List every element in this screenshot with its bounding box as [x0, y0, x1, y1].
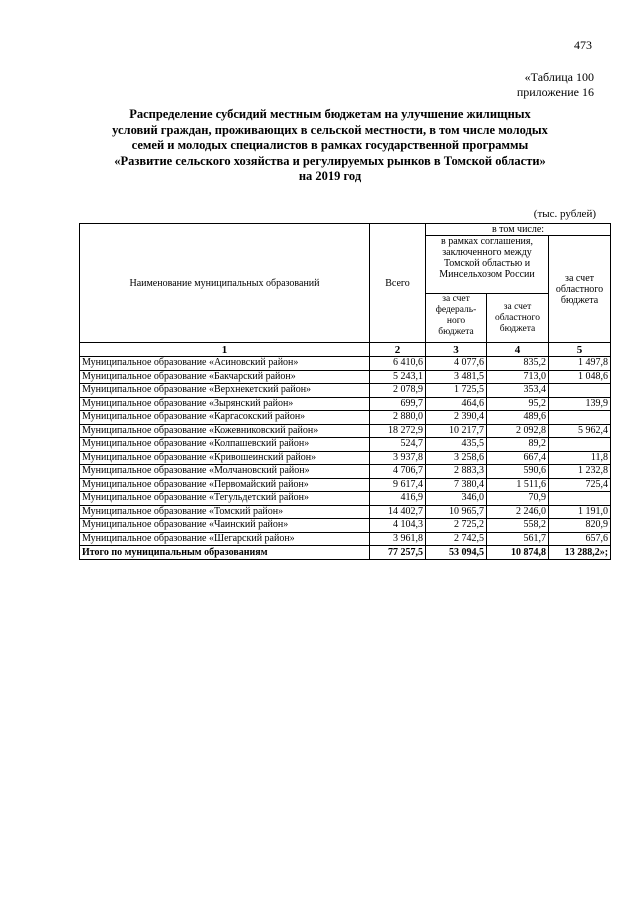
municipality-name: Муниципальное образование «Зырянский район» — [80, 397, 370, 411]
regional-cell — [549, 492, 611, 506]
federal-cell: 2 725,2 — [426, 519, 487, 533]
municipality-name: Муниципальное образование «Тегульдетский район» — [80, 492, 370, 506]
regional-cell: 820,9 — [549, 519, 611, 533]
federal-cell: 3 258,6 — [426, 451, 487, 465]
regional-agreement-cell: 667,4 — [487, 451, 549, 465]
total-regional-agreement-cell: 10 874,8 — [487, 546, 549, 560]
title-line: условий граждан, проживающих в сельской местности, в том числе молодых — [112, 122, 548, 137]
header-name: Наименование муниципальных образований — [80, 224, 370, 343]
title-line: семей и молодых специалистов в рамках государственной программы — [131, 138, 529, 152]
page-number: 473 — [574, 38, 592, 52]
header-regional-agreement: за счет областного бюджета — [487, 294, 549, 343]
federal-cell: 2 390,4 — [426, 411, 487, 425]
column-number: 1 — [80, 343, 370, 357]
municipality-name: Муниципальное образование «Кривошеинский район» — [80, 451, 370, 465]
total-cell: 4 104,3 — [370, 519, 426, 533]
municipality-name: Муниципальное образование «Томский район» — [80, 505, 370, 519]
regional-agreement-cell: 1 511,6 — [487, 478, 549, 492]
regional-agreement-cell: 558,2 — [487, 519, 549, 533]
municipality-name: Муниципальное образование «Бакчарский район» — [80, 370, 370, 384]
table-row — [80, 505, 611, 519]
table-row — [80, 384, 611, 398]
table-row — [80, 478, 611, 492]
federal-cell: 464,6 — [426, 397, 487, 411]
regional-agreement-cell: 2 246,0 — [487, 505, 549, 519]
total-cell: 9 617,4 — [370, 478, 426, 492]
table-row — [80, 519, 611, 533]
regional-agreement-cell: 713,0 — [487, 370, 549, 384]
table-row — [80, 465, 611, 479]
federal-cell: 7 380,4 — [426, 478, 487, 492]
total-regional-cell: 13 288,2»; — [549, 546, 611, 560]
total-cell: 524,7 — [370, 438, 426, 452]
title-line: на 2019 год — [298, 169, 362, 183]
regional-agreement-cell: 89,2 — [487, 438, 549, 452]
column-number: 3 — [426, 343, 487, 357]
regional-agreement-cell: 835,2 — [487, 357, 549, 371]
federal-cell: 4 077,6 — [426, 357, 487, 371]
table-row — [80, 451, 611, 465]
document-title — [70, 107, 590, 185]
regional-cell: 657,6 — [549, 532, 611, 546]
appendix-reference — [517, 70, 594, 100]
title-line: Распределение субсидий местным бюджетам на улучшение жилищных — [129, 107, 531, 121]
regional-cell: 1 232,8 — [549, 465, 611, 479]
regional-agreement-cell: 590,6 — [487, 465, 549, 479]
regional-agreement-cell: 353,4 — [487, 384, 549, 398]
federal-cell: 346,0 — [426, 492, 487, 506]
municipality-name: Муниципальное образование «Молчановский район» — [80, 465, 370, 479]
regional-agreement-cell: 489,6 — [487, 411, 549, 425]
municipality-name: Муниципальное образование «Первомайский район» — [80, 478, 370, 492]
regional-cell — [549, 384, 611, 398]
header-federal: за счет федераль-ного бюджета — [426, 294, 487, 343]
total-cell: 699,7 — [370, 397, 426, 411]
table-reference: «Таблица 100 — [524, 70, 594, 84]
title-line: «Развитие сельского хозяйства и регулируемых рынков в Томской области» — [114, 153, 546, 168]
total-cell: 6 410,6 — [370, 357, 426, 371]
table-row — [80, 357, 611, 371]
federal-cell: 10 217,7 — [426, 424, 487, 438]
table-row — [80, 532, 611, 546]
total-cell: 5 243,1 — [370, 370, 426, 384]
regional-agreement-cell: 70,9 — [487, 492, 549, 506]
federal-cell: 1 725,5 — [426, 384, 487, 398]
header-including: в том числе: — [426, 224, 611, 236]
total-label: Итого по муниципальным образованиям — [80, 546, 370, 560]
total-cell: 416,9 — [370, 492, 426, 506]
header-regional: за счет областного бюджета — [549, 236, 611, 343]
column-numbers-row — [80, 343, 611, 357]
header-total: Всего — [370, 224, 426, 343]
table-body — [80, 357, 611, 546]
municipality-name: Муниципальное образование «Асиновский район» — [80, 357, 370, 371]
table-row — [80, 397, 611, 411]
total-cell: 3 937,8 — [370, 451, 426, 465]
regional-agreement-cell: 2 092,8 — [487, 424, 549, 438]
column-number: 4 — [487, 343, 549, 357]
total-cell: 4 706,7 — [370, 465, 426, 479]
table-row — [80, 411, 611, 425]
table-row — [80, 438, 611, 452]
total-cell: 14 402,7 — [370, 505, 426, 519]
table-row — [80, 492, 611, 506]
municipality-name: Муниципальное образование «Каргасокский район» — [80, 411, 370, 425]
total-row — [80, 546, 611, 560]
total-cell: 18 272,9 — [370, 424, 426, 438]
regional-cell: 1 497,8 — [549, 357, 611, 371]
subsidy-table — [79, 223, 611, 560]
appendix-number: приложение 16 — [516, 85, 594, 99]
federal-cell: 2 742,5 — [426, 532, 487, 546]
table-row — [80, 370, 611, 384]
total-cell: 2 880,0 — [370, 411, 426, 425]
table-row — [80, 424, 611, 438]
federal-cell: 2 883,3 — [426, 465, 487, 479]
regional-cell: 5 962,4 — [549, 424, 611, 438]
total-federal-cell: 53 094,5 — [426, 546, 487, 560]
federal-cell: 435,5 — [426, 438, 487, 452]
regional-cell: 1 048,6 — [549, 370, 611, 384]
regional-agreement-cell: 561,7 — [487, 532, 549, 546]
municipality-name: Муниципальное образование «Кожевниковский район» — [80, 424, 370, 438]
total-cell: 77 257,5 — [370, 546, 426, 560]
federal-cell: 3 481,5 — [426, 370, 487, 384]
municipality-name: Муниципальное образование «Колпашевский район» — [80, 438, 370, 452]
regional-cell — [549, 438, 611, 452]
total-cell: 3 961,8 — [370, 532, 426, 546]
units-label: (тыс. рублей) — [533, 208, 596, 220]
federal-cell: 10 965,7 — [426, 505, 487, 519]
column-number: 2 — [370, 343, 426, 357]
municipality-name: Муниципальное образование «Верхнекетский район» — [80, 384, 370, 398]
regional-cell: 11,8 — [549, 451, 611, 465]
header-agreement: в рамках соглашения, заключенного между Томской областью и Минсельхозом России — [426, 236, 549, 294]
regional-cell: 725,4 — [549, 478, 611, 492]
regional-agreement-cell: 95,2 — [487, 397, 549, 411]
column-number: 5 — [549, 343, 611, 357]
total-cell: 2 078,9 — [370, 384, 426, 398]
municipality-name: Муниципальное образование «Шегарский район» — [80, 532, 370, 546]
regional-cell — [549, 411, 611, 425]
regional-cell: 139,9 — [549, 397, 611, 411]
municipality-name: Муниципальное образование «Чаинский район» — [80, 519, 370, 533]
regional-cell: 1 191,0 — [549, 505, 611, 519]
